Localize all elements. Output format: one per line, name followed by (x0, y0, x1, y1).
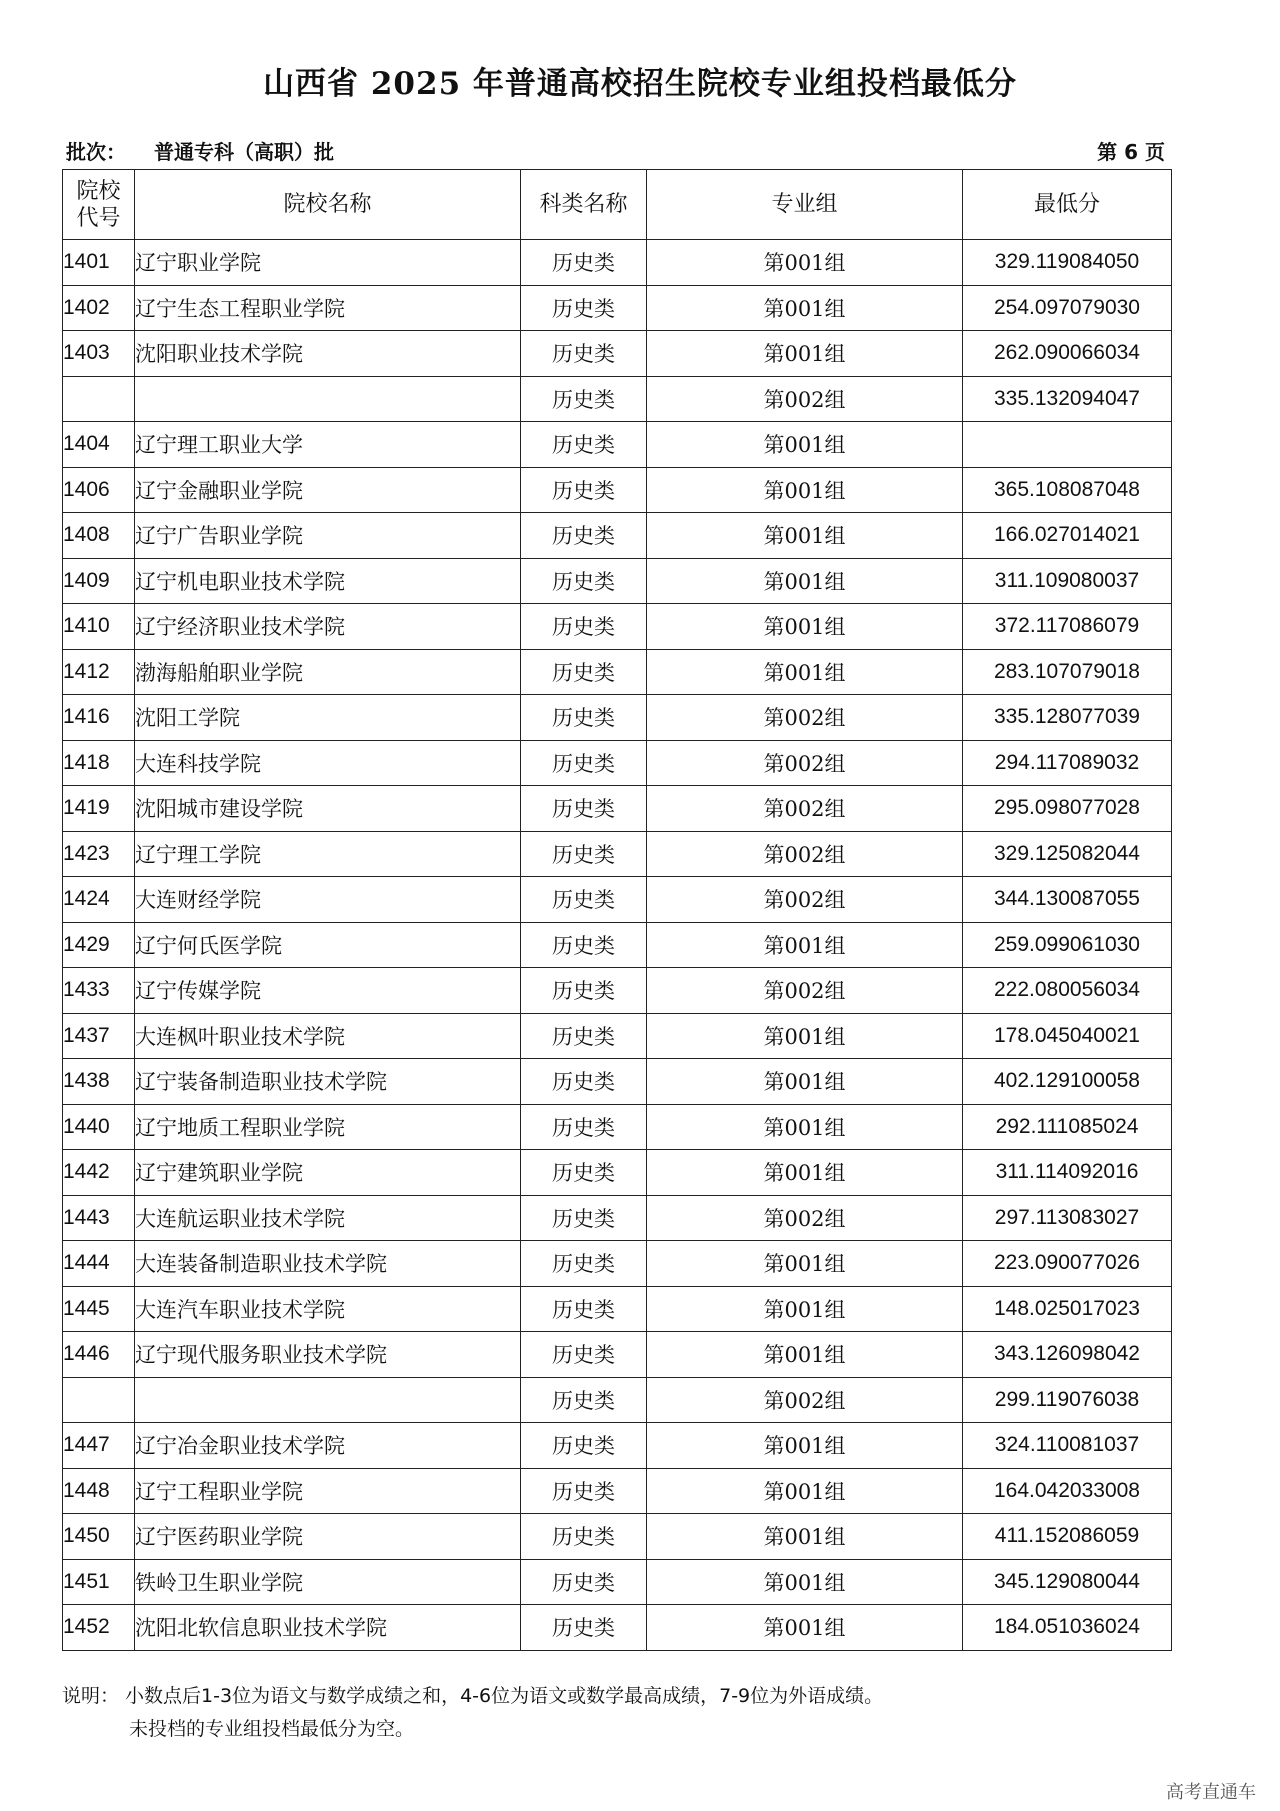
cell-category: 历史类 (521, 1013, 647, 1059)
cell-major-group: 第001组 (647, 467, 963, 513)
table-row (63, 1195, 1172, 1241)
cell-school-name: 辽宁广告职业学院 (135, 513, 521, 559)
cell-school-code: 1445 (63, 1286, 135, 1332)
cell-major-group: 第001组 (647, 1468, 963, 1514)
page-number: 第 6 页 (1097, 140, 1165, 164)
header-school-name: 院校名称 (135, 170, 521, 240)
cell-major-group: 第001组 (647, 422, 963, 468)
cell-school-name: 大连航运职业技术学院 (135, 1195, 521, 1241)
cell-min-score: 324.110081037 (963, 1423, 1172, 1469)
cell-school-code: 1418 (63, 740, 135, 786)
cell-min-score: 292.111085024 (963, 1104, 1172, 1150)
cell-school-code: 1444 (63, 1241, 135, 1287)
header-school-code (63, 170, 135, 240)
note-line-2: 未投档的专业组投档最低分为空。 (129, 1718, 415, 1740)
cell-major-group: 第001组 (647, 1332, 963, 1378)
cell-major-group: 第001组 (647, 1514, 963, 1560)
cell-category: 历史类 (521, 376, 647, 422)
cell-min-score: 166.027014021 (963, 513, 1172, 559)
cell-school-name: 渤海船舶职业学院 (135, 649, 521, 695)
cell-school-code: 1419 (63, 786, 135, 832)
cell-school-name: 辽宁现代服务职业技术学院 (135, 1332, 521, 1378)
table-row (63, 1514, 1172, 1560)
cell-school-code: 1448 (63, 1468, 135, 1514)
cell-school-code: 1403 (63, 331, 135, 377)
cell-major-group: 第002组 (647, 831, 963, 877)
table-header (63, 170, 1172, 240)
cell-category: 历史类 (521, 740, 647, 786)
cell-min-score: 262.090066034 (963, 331, 1172, 377)
cell-major-group: 第001组 (647, 649, 963, 695)
cell-school-name: 辽宁建筑职业学院 (135, 1150, 521, 1196)
cell-school-name: 辽宁理工学院 (135, 831, 521, 877)
cell-major-group: 第001组 (647, 1104, 963, 1150)
cell-category: 历史类 (521, 422, 647, 468)
cell-school-code: 1406 (63, 467, 135, 513)
table-row (63, 604, 1172, 650)
cell-category: 历史类 (521, 1559, 647, 1605)
cell-school-name: 沈阳职业技术学院 (135, 331, 521, 377)
cell-category: 历史类 (521, 240, 647, 286)
cell-category: 历史类 (521, 786, 647, 832)
cell-school-code: 1424 (63, 877, 135, 923)
cell-category: 历史类 (521, 1332, 647, 1378)
score-table (62, 169, 1172, 1651)
table-row (63, 740, 1172, 786)
cell-school-name: 大连汽车职业技术学院 (135, 1286, 521, 1332)
table-row (63, 1332, 1172, 1378)
table-row (63, 467, 1172, 513)
cell-school-code: 1443 (63, 1195, 135, 1241)
cell-school-code: 1450 (63, 1514, 135, 1560)
cell-category: 历史类 (521, 1468, 647, 1514)
cell-major-group: 第002组 (647, 877, 963, 923)
cell-major-group: 第002组 (647, 1195, 963, 1241)
cell-school-code (63, 376, 135, 422)
cell-major-group: 第002组 (647, 695, 963, 741)
cell-school-name: 大连财经学院 (135, 877, 521, 923)
table-row (63, 1559, 1172, 1605)
cell-min-score: 311.109080037 (963, 558, 1172, 604)
cell-school-name: 辽宁机电职业技术学院 (135, 558, 521, 604)
cell-school-name: 辽宁冶金职业技术学院 (135, 1423, 521, 1469)
cell-min-score: 335.132094047 (963, 376, 1172, 422)
table-row (63, 331, 1172, 377)
table-row (63, 968, 1172, 1014)
cell-min-score: 329.125082044 (963, 831, 1172, 877)
cell-school-name: 辽宁金融职业学院 (135, 467, 521, 513)
header-category: 科类名称 (521, 170, 647, 240)
table-row (63, 1150, 1172, 1196)
table-row (63, 422, 1172, 468)
cell-category: 历史类 (521, 1150, 647, 1196)
cell-school-name: 辽宁何氏医学院 (135, 922, 521, 968)
cell-school-name: 辽宁职业学院 (135, 240, 521, 286)
cell-min-score: 223.090077026 (963, 1241, 1172, 1287)
cell-min-score: 335.128077039 (963, 695, 1172, 741)
cell-category: 历史类 (521, 604, 647, 650)
cell-min-score: 365.108087048 (963, 467, 1172, 513)
table-row (63, 649, 1172, 695)
cell-major-group: 第001组 (647, 558, 963, 604)
cell-min-score: 164.042033008 (963, 1468, 1172, 1514)
cell-min-score: 283.107079018 (963, 649, 1172, 695)
cell-category: 历史类 (521, 1514, 647, 1560)
table-body (63, 240, 1172, 1651)
header-min-score: 最低分 (963, 170, 1172, 240)
table-row (63, 1377, 1172, 1423)
cell-school-name: 大连枫叶职业技术学院 (135, 1013, 521, 1059)
cell-school-code: 1429 (63, 922, 135, 968)
note-line-1: 说明： 小数点后1-3位为语文与数学成绩之和，4-6位为语文或数学最高成绩，7-9位为外语成绩。 (62, 1685, 884, 1707)
cell-min-score: 254.097079030 (963, 285, 1172, 331)
cell-min-score: 299.119076038 (963, 1377, 1172, 1423)
cell-school-name: 辽宁工程职业学院 (135, 1468, 521, 1514)
table-row (63, 1605, 1172, 1651)
cell-school-code: 1452 (63, 1605, 135, 1651)
cell-min-score: 345.129080044 (963, 1559, 1172, 1605)
cell-school-code: 1410 (63, 604, 135, 650)
cell-min-score: 294.117089032 (963, 740, 1172, 786)
cell-category: 历史类 (521, 331, 647, 377)
cell-min-score: 372.117086079 (963, 604, 1172, 650)
table-row (63, 240, 1172, 286)
cell-min-score: 259.099061030 (963, 922, 1172, 968)
table-row (63, 695, 1172, 741)
cell-category: 历史类 (521, 467, 647, 513)
cell-category: 历史类 (521, 1241, 647, 1287)
cell-min-score: 311.114092016 (963, 1150, 1172, 1196)
cell-major-group: 第001组 (647, 1150, 963, 1196)
cell-major-group: 第001组 (647, 1013, 963, 1059)
cell-major-group: 第001组 (647, 331, 963, 377)
table-row (63, 877, 1172, 923)
cell-min-score: 343.126098042 (963, 1332, 1172, 1378)
cell-school-code: 1423 (63, 831, 135, 877)
cell-school-code: 1408 (63, 513, 135, 559)
cell-min-score: 148.025017023 (963, 1286, 1172, 1332)
cell-major-group: 第002组 (647, 968, 963, 1014)
cell-school-code: 1437 (63, 1013, 135, 1059)
table-row (63, 1286, 1172, 1332)
cell-school-code: 1402 (63, 285, 135, 331)
cell-school-name: 辽宁经济职业技术学院 (135, 604, 521, 650)
cell-school-name (135, 376, 521, 422)
cell-school-name: 辽宁传媒学院 (135, 968, 521, 1014)
cell-min-score: 344.130087055 (963, 877, 1172, 923)
table-row (63, 376, 1172, 422)
cell-category: 历史类 (521, 513, 647, 559)
cell-major-group: 第001组 (647, 1241, 963, 1287)
table-row (63, 1059, 1172, 1105)
cell-school-code (63, 1377, 135, 1423)
cell-school-name: 辽宁医药职业学院 (135, 1514, 521, 1560)
cell-school-code: 1433 (63, 968, 135, 1014)
header-school-code-label: 院校 代号 (76, 178, 121, 231)
table-row (63, 1241, 1172, 1287)
cell-school-code: 1438 (63, 1059, 135, 1105)
cell-school-name: 沈阳北软信息职业技术学院 (135, 1605, 521, 1651)
cell-category: 历史类 (521, 1423, 647, 1469)
cell-category: 历史类 (521, 1059, 647, 1105)
cell-category: 历史类 (521, 285, 647, 331)
cell-category: 历史类 (521, 558, 647, 604)
table-row (63, 1468, 1172, 1514)
table-row (63, 558, 1172, 604)
cell-school-code: 1409 (63, 558, 135, 604)
cell-category: 历史类 (521, 922, 647, 968)
cell-category: 历史类 (521, 831, 647, 877)
cell-category: 历史类 (521, 649, 647, 695)
cell-min-score: 222.080056034 (963, 968, 1172, 1014)
cell-school-name: 大连科技学院 (135, 740, 521, 786)
cell-min-score: 297.113083027 (963, 1195, 1172, 1241)
cell-min-score: 178.045040021 (963, 1013, 1172, 1059)
cell-major-group: 第001组 (647, 922, 963, 968)
cell-school-code: 1451 (63, 1559, 135, 1605)
cell-min-score: 184.051036024 (963, 1605, 1172, 1651)
table-row (63, 786, 1172, 832)
cell-category: 历史类 (521, 877, 647, 923)
cell-school-code: 1412 (63, 649, 135, 695)
cell-school-name: 沈阳城市建设学院 (135, 786, 521, 832)
cell-min-score: 402.129100058 (963, 1059, 1172, 1105)
cell-major-group: 第001组 (647, 604, 963, 650)
cell-major-group: 第002组 (647, 376, 963, 422)
page-title: 山西省 2025 年普通高校招生院校专业组投档最低分 (263, 66, 1017, 102)
explanation-note (62, 1680, 883, 1746)
cell-min-score: 411.152086059 (963, 1514, 1172, 1560)
cell-min-score: 329.119084050 (963, 240, 1172, 286)
cell-school-code: 1404 (63, 422, 135, 468)
cell-major-group: 第001组 (647, 1059, 963, 1105)
cell-category: 历史类 (521, 1377, 647, 1423)
batch-label: 批次： (66, 140, 126, 164)
cell-category: 历史类 (521, 1286, 647, 1332)
cell-category: 历史类 (521, 1195, 647, 1241)
cell-min-score: 295.098077028 (963, 786, 1172, 832)
cell-major-group: 第001组 (647, 513, 963, 559)
watermark: 高考直通车 (1166, 1782, 1256, 1803)
cell-school-code: 1446 (63, 1332, 135, 1378)
table-row (63, 831, 1172, 877)
cell-school-code: 1401 (63, 240, 135, 286)
table-row (63, 513, 1172, 559)
cell-school-name: 铁岭卫生职业学院 (135, 1559, 521, 1605)
cell-major-group: 第001组 (647, 1605, 963, 1651)
cell-major-group: 第002组 (647, 740, 963, 786)
cell-school-code: 1447 (63, 1423, 135, 1469)
cell-min-score (963, 422, 1172, 468)
cell-major-group: 第001组 (647, 1559, 963, 1605)
cell-school-name (135, 1377, 521, 1423)
cell-category: 历史类 (521, 1104, 647, 1150)
table-row (63, 1104, 1172, 1150)
cell-school-code: 1440 (63, 1104, 135, 1150)
cell-school-name: 辽宁理工职业大学 (135, 422, 521, 468)
table-row (63, 285, 1172, 331)
cell-school-name: 沈阳工学院 (135, 695, 521, 741)
batch-info (66, 136, 334, 165)
cell-school-name: 辽宁地质工程职业学院 (135, 1104, 521, 1150)
cell-school-code: 1416 (63, 695, 135, 741)
cell-major-group: 第002组 (647, 786, 963, 832)
cell-major-group: 第001组 (647, 240, 963, 286)
cell-major-group: 第001组 (647, 1423, 963, 1469)
header-row (63, 170, 1172, 240)
cell-major-group: 第002组 (647, 1377, 963, 1423)
header-major-group: 专业组 (647, 170, 963, 240)
cell-category: 历史类 (521, 1605, 647, 1651)
table-row (63, 1423, 1172, 1469)
batch-value: 普通专科（高职）批 (154, 140, 334, 164)
cell-major-group: 第001组 (647, 1286, 963, 1332)
table-row (63, 922, 1172, 968)
cell-major-group: 第001组 (647, 285, 963, 331)
table-row (63, 1013, 1172, 1059)
cell-school-code: 1442 (63, 1150, 135, 1196)
cell-school-name: 辽宁生态工程职业学院 (135, 285, 521, 331)
cell-category: 历史类 (521, 695, 647, 741)
cell-school-name: 辽宁装备制造职业技术学院 (135, 1059, 521, 1105)
cell-school-name: 大连装备制造职业技术学院 (135, 1241, 521, 1287)
cell-category: 历史类 (521, 968, 647, 1014)
